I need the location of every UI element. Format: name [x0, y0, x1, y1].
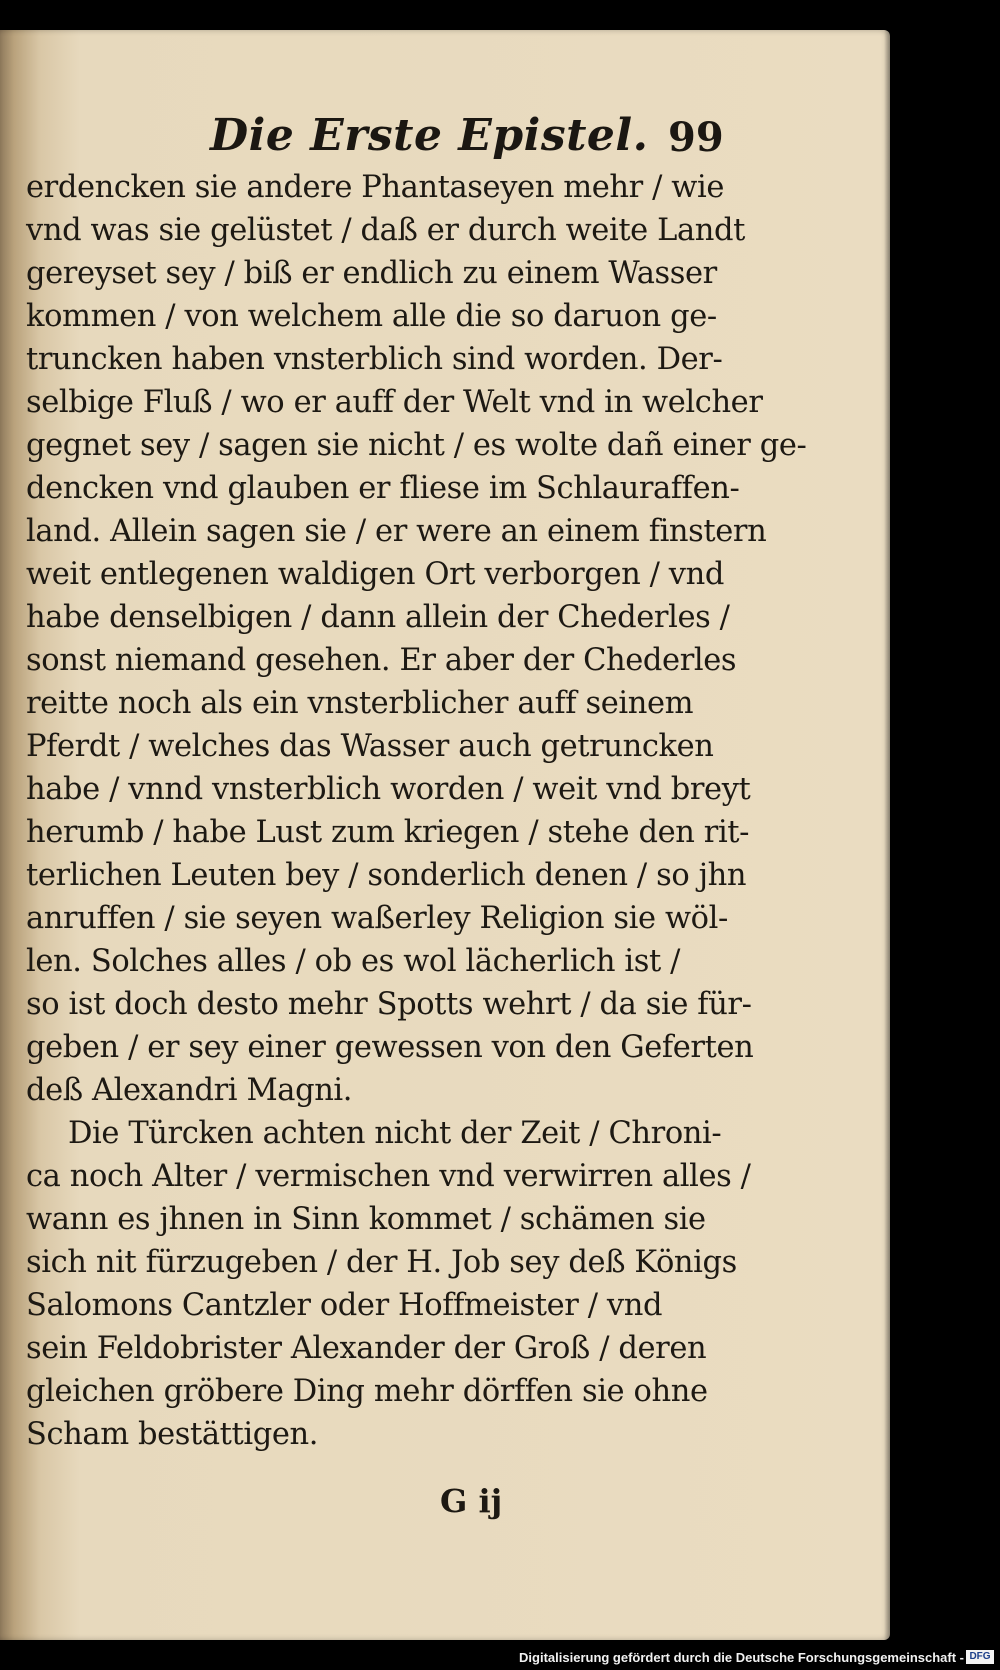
text-line: Pferdt / welches das Wasser auch getruncken — [26, 729, 714, 764]
text-line: len. Solches alles / ob es wol lächerlich ist / — [26, 944, 680, 979]
text-line: anruffen / sie seyen waßerley Religion sie wöl- — [26, 901, 728, 936]
text-line: wann es jhnen in Sinn kommet / schämen sie — [26, 1202, 706, 1237]
text-line: land. Allein sagen sie / er were an einem finstern — [26, 514, 767, 549]
text-line: ca noch Alter / vermischen vnd verwirren alles / — [26, 1159, 751, 1194]
text-line: vnd was sie gelüstet / daß er durch weite Landt — [26, 213, 745, 248]
text-line: terlichen Leuten bey / sonderlich denen / so jhn — [26, 858, 747, 893]
text-line: dencken vnd glauben er fliese im Schlauraffen- — [26, 471, 740, 506]
text-line: erdencken sie andere Phantaseyen mehr / wie — [26, 170, 725, 205]
text-line: sich nit fürzugeben / der H. Job sey deß Königs — [26, 1245, 737, 1280]
text-line: selbige Fluß / wo er auff der Welt vnd in welcher — [26, 385, 763, 420]
book-page — [0, 30, 890, 1640]
text-line: Salomons Cantzler oder Hoffmeister / vnd — [26, 1288, 663, 1323]
page-header — [0, 106, 890, 166]
text-line: habe / vnnd vnsterblich worden / weit vnd breyt — [26, 772, 751, 807]
text-line: geben / er sey einer gewessen von den Geferten — [26, 1030, 754, 1065]
text-line: kommen / von welchem alle die so daruon ge- — [26, 299, 717, 334]
paragraph-start-line: Die Türcken achten nicht der Zeit / Chroni- — [68, 1116, 722, 1151]
text-line: sonst niemand gesehen. Er aber der Chederles — [26, 643, 737, 678]
text-line: sein Feldobrister Alexander der Groß / deren — [26, 1331, 707, 1366]
footer-bar — [0, 1640, 1000, 1670]
running-title: Die Erste Epistel. — [210, 110, 649, 161]
text-line: so ist doch desto mehr Spotts wehrt / da sie für- — [26, 987, 752, 1022]
text-line: gegnet sey / sagen sie nicht / es wolte dañ einer ge- — [26, 428, 807, 463]
digitization-credit: Digitalisierung gefördert durch die Deutsche Forschungsgemeinschaft - — [519, 1650, 964, 1665]
page-number: 99 — [668, 114, 724, 161]
text-line: reitte noch als ein vnsterblicher auff seinem — [26, 686, 694, 721]
text-line: truncken haben vnsterblich sind worden. Der- — [26, 342, 723, 377]
dfg-logo: DFG — [966, 1650, 994, 1664]
text-line: weit entlegenen waldigen Ort verborgen / vnd — [26, 557, 725, 592]
text-line: Scham bestättigen. — [26, 1417, 319, 1452]
body-text — [26, 166, 807, 1456]
signature-mark: G ij — [440, 1482, 503, 1520]
text-line: gleichen gröbere Ding mehr dörffen sie ohne — [26, 1374, 708, 1409]
text-line: habe denselbigen / dann allein der Chederles / — [26, 600, 730, 635]
text-line: herumb / habe Lust zum kriegen / stehe den rit- — [26, 815, 750, 850]
text-line: deß Alexandri Magni. — [26, 1073, 353, 1108]
text-line: gereyset sey / biß er endlich zu einem Wasser — [26, 256, 717, 291]
